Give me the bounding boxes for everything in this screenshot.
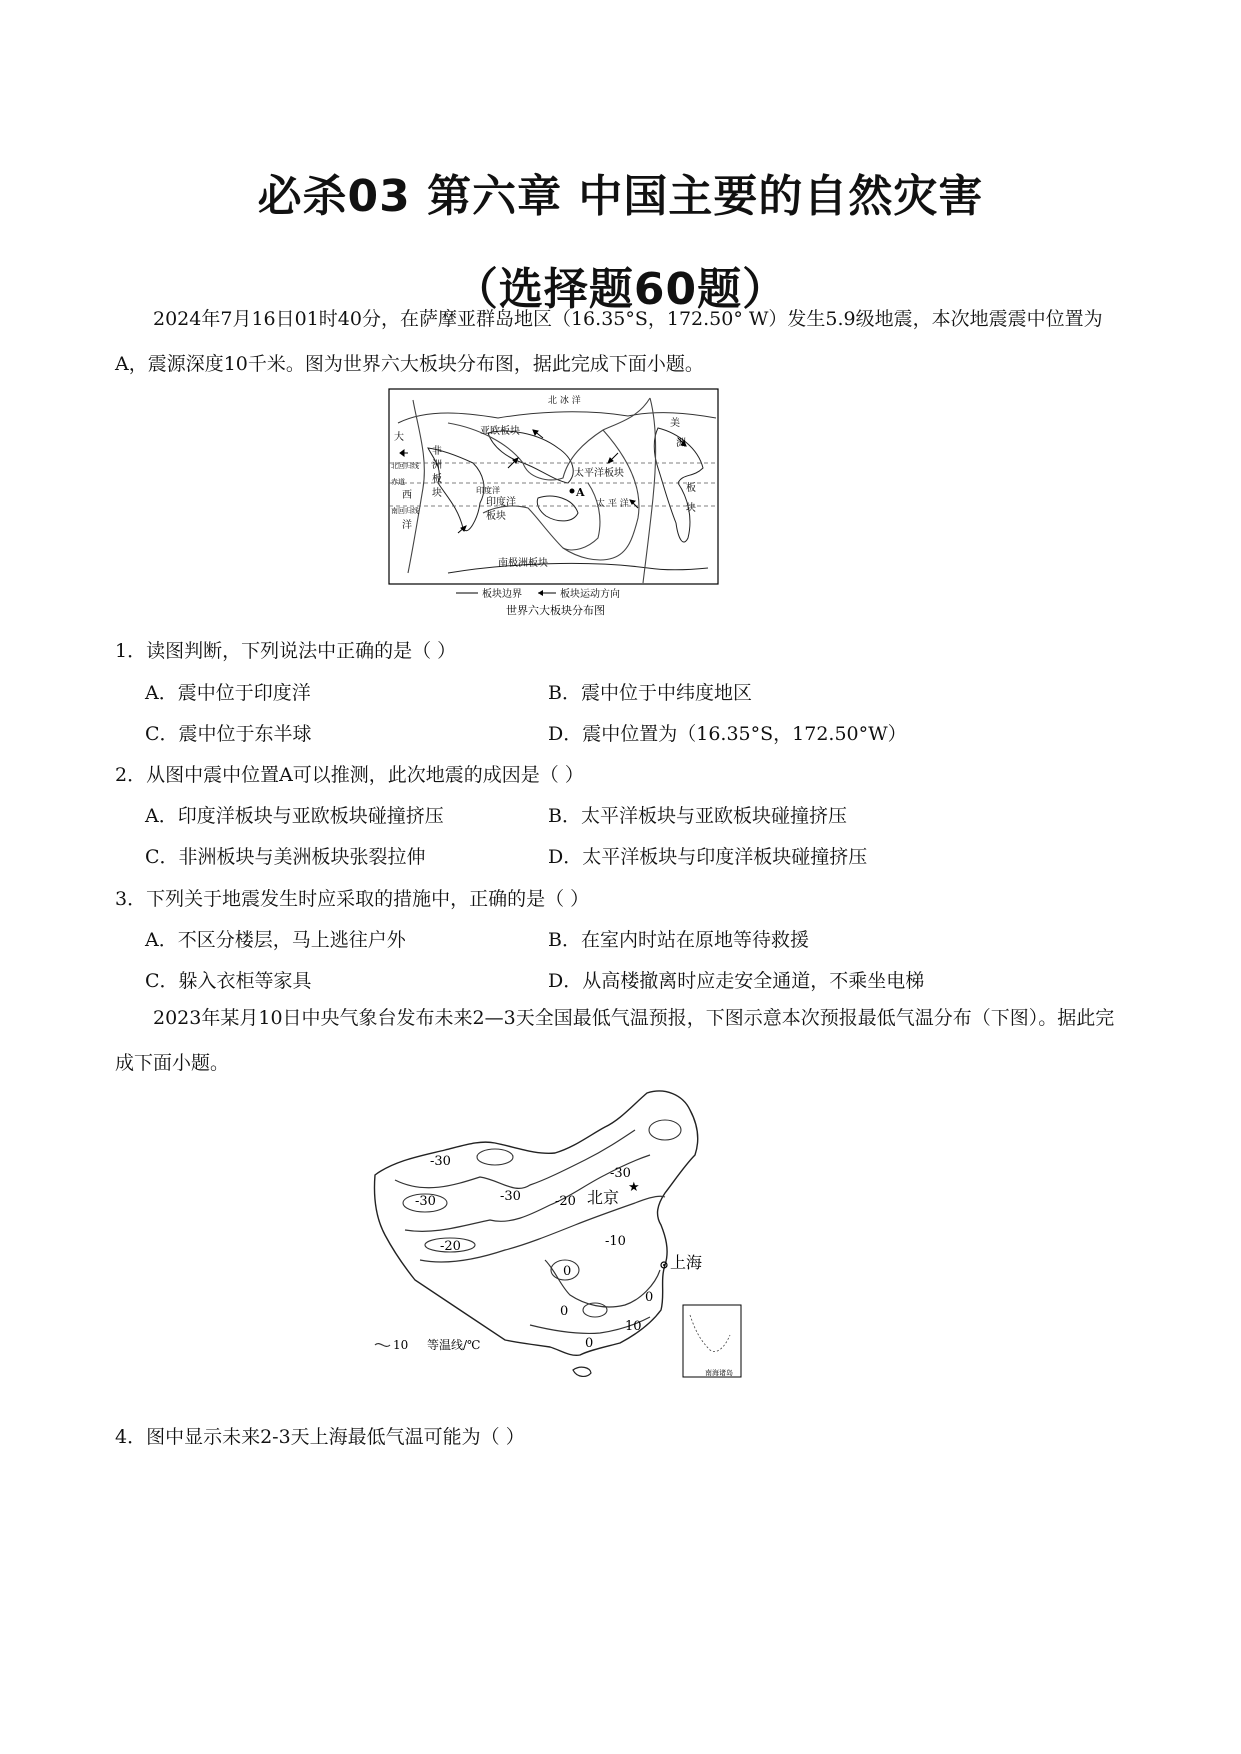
label-america-4: 块	[686, 503, 696, 514]
label-zero-b: 0	[560, 1304, 569, 1319]
label-atlantic-3: 洋	[402, 520, 412, 531]
label-pacific-plate: 太平洋板块	[574, 468, 624, 479]
label-tropic-north: 北回归线	[391, 462, 419, 470]
label-inset: 南海诸岛	[705, 1369, 733, 1377]
label-antarctic-plate: 南极洲板块	[498, 558, 548, 569]
q3-option-a[interactable]: A．不区分楼层，马上逃往户外	[145, 929, 406, 951]
label-africa-1: 非	[432, 446, 442, 457]
page-subtitle: （选择题60题）	[453, 264, 788, 315]
legend-isotherm-value: 10	[393, 1338, 409, 1352]
legend-isotherm-text: 等温线/℃	[427, 1338, 481, 1352]
map-frame	[389, 389, 718, 584]
china-temperature-map	[365, 1085, 745, 1380]
label-indian-ocean: 印度洋	[476, 486, 500, 495]
label-minus20-b: -20	[555, 1194, 576, 1209]
label-shanghai: 上海	[670, 1253, 703, 1272]
plate-map	[388, 388, 720, 620]
label-minus30-a: -30	[430, 1154, 451, 1169]
label-eurasian-plate: 亚欧板块	[480, 426, 520, 437]
question-2-stem: 2．从图中震中位置A可以推测，此次地震的成因是（ ）	[115, 764, 584, 786]
label-indian-plate-2: 板块	[486, 511, 506, 522]
q1-option-c[interactable]: C．震中位于东半球	[145, 723, 312, 745]
legend-direction: 板块运动方向	[560, 589, 620, 600]
label-minus30-c: -30	[500, 1189, 521, 1204]
q1-option-b[interactable]: B．震中位于中纬度地区	[548, 682, 752, 704]
label-point-a: A	[576, 486, 585, 499]
label-africa-4: 块	[432, 488, 442, 499]
question-3-stem: 3．下列关于地震发生时应采取的措施中，正确的是（ ）	[115, 888, 590, 910]
south-china-sea-inset	[683, 1305, 741, 1377]
label-minus20-a: -20	[440, 1239, 461, 1254]
label-africa-3: 板	[432, 474, 442, 485]
label-arctic-ocean: 北 冰 洋	[548, 396, 581, 406]
q3-option-d[interactable]: D．从高楼撤离时应走安全通道，不乘坐电梯	[548, 970, 925, 992]
map1-caption: 世界六大板块分布图	[506, 604, 605, 617]
label-beijing: 北京	[587, 1188, 620, 1207]
label-pacific-ocean: 太 平 洋	[596, 499, 629, 509]
hainan-outline	[573, 1367, 591, 1376]
label-atlantic-2: 西	[402, 490, 412, 501]
label-tropic-south: 南回归线	[391, 507, 419, 515]
q1-option-d[interactable]: D．震中位置为（16.35°S，172.50°W）	[548, 723, 907, 745]
label-africa-2: 洲	[432, 460, 442, 471]
q2-option-c[interactable]: C．非洲板块与美洲板块张裂拉伸	[145, 846, 426, 868]
label-zero-a: 0	[563, 1264, 572, 1279]
label-minus30-b: -30	[415, 1194, 436, 1209]
legend-boundary: 板块边界	[482, 589, 522, 600]
label-10: 10	[625, 1319, 642, 1334]
label-america-2: 洲	[676, 438, 686, 449]
page-title: 必杀03 第六章 中国主要的自然灾害	[257, 171, 984, 222]
q2-option-d[interactable]: D．太平洋板块与印度洋板块碰撞挤压	[548, 846, 868, 868]
q3-option-b[interactable]: B．在室内时站在原地等待救援	[548, 929, 809, 951]
label-america-3: 板	[686, 483, 696, 494]
label-indian-plate-1: 印度洋	[486, 497, 516, 508]
point-a-marker	[570, 489, 575, 494]
q2-option-a[interactable]: A．印度洋板块与亚欧板块碰撞挤压	[145, 805, 444, 827]
question-1-stem: 1．读图判断，下列说法中正确的是（ ）	[115, 640, 457, 662]
label-atlantic-1: 大	[394, 432, 404, 443]
q2-option-b[interactable]: B．太平洋板块与亚欧板块碰撞挤压	[548, 805, 847, 827]
label-minus10: -10	[605, 1234, 626, 1249]
svg-text:★: ★	[628, 1180, 640, 1195]
label-america-1: 美	[670, 418, 680, 429]
question-4-stem: 4．图中显示未来2-3天上海最低气温可能为（ ）	[115, 1426, 525, 1448]
label-zero-c: 0	[645, 1290, 654, 1305]
intro-paragraph-2: 2023年某月10日中央气象台发布未来2—3天全国最低气温预报，下图示意本次预报最低气温分布（下图）。据此完成下面小题。	[115, 1007, 1115, 1074]
q1-option-a[interactable]: A．震中位于印度洋	[145, 682, 311, 704]
intro-paragraph-1: 2024年7月16日01时40分，在萨摩亚群岛地区（16.35°S，172.50° W）发生5.9级地震，本次地震震中位置为A，震源深度10千米。图为世界六大板块分布图，据此完成下面小题。	[115, 308, 1103, 375]
label-minus30-d: -30	[610, 1166, 631, 1181]
q3-option-c[interactable]: C．躲入衣柜等家具	[145, 970, 312, 992]
label-equator: 赤道	[391, 478, 405, 486]
label-zero-d: 0	[585, 1336, 594, 1351]
